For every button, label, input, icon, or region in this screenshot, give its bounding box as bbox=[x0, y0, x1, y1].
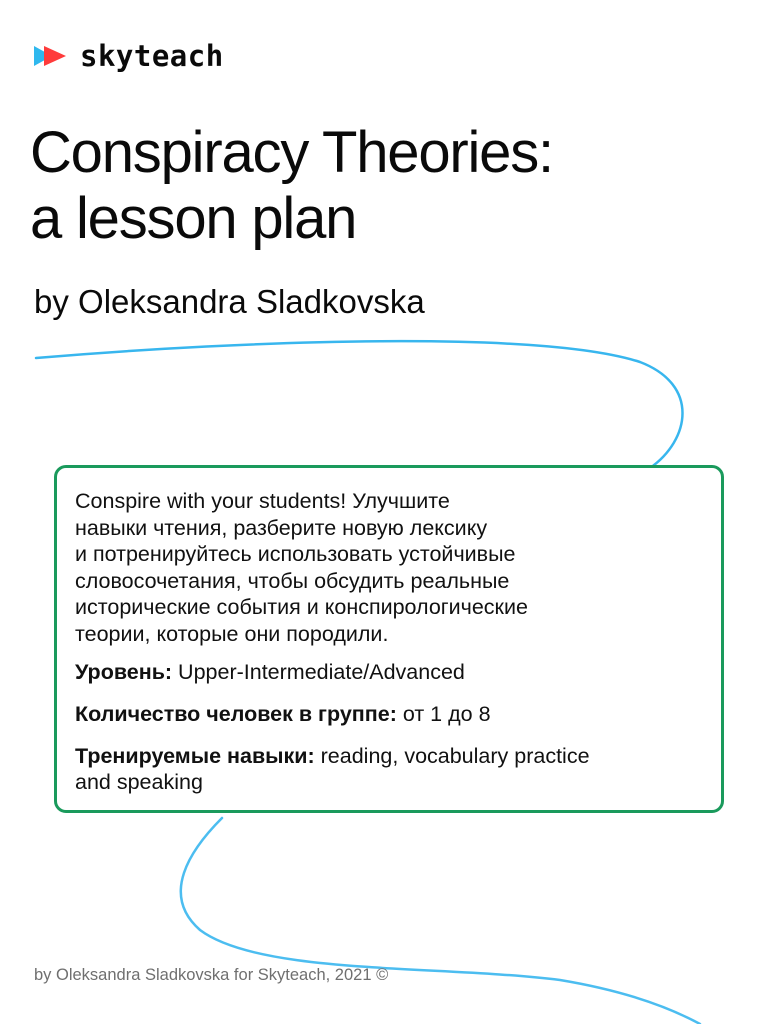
description-line: теории, которые они породили. bbox=[75, 621, 389, 646]
description-line: исторические события и конспирологические bbox=[75, 595, 528, 619]
lesson-info-card bbox=[54, 465, 724, 813]
level-value: Upper-Intermediate/Advanced bbox=[172, 660, 465, 684]
footer-credit: by Oleksandra Sladkovska for Skyteach, 2021 © bbox=[34, 966, 389, 984]
description-line: и потренируйтесь использовать устойчивые bbox=[75, 542, 516, 566]
skills-line-1 bbox=[75, 743, 703, 769]
skills-value-2: and speaking bbox=[75, 770, 203, 794]
group-size-label: Количество человек в группе: bbox=[75, 702, 397, 726]
skills-info bbox=[75, 743, 703, 795]
description-line: Conspire with your students! Улучшите bbox=[75, 489, 450, 513]
skyteach-logo-icon bbox=[32, 40, 72, 72]
author-byline: by Oleksandra Sladkovska bbox=[34, 283, 425, 320]
brand-name: skyteach bbox=[80, 39, 224, 73]
title-line-2: a lesson plan bbox=[30, 186, 357, 251]
level-info bbox=[75, 659, 703, 685]
lesson-description bbox=[75, 488, 703, 647]
group-size-info bbox=[75, 701, 703, 727]
group-size-value: от 1 до 8 bbox=[396, 702, 491, 726]
page-title bbox=[30, 120, 553, 252]
brand-logo bbox=[32, 40, 224, 72]
skills-label: Тренируемые навыки: bbox=[75, 744, 315, 768]
description-line: словосочетания, чтобы обсудить реальные bbox=[75, 568, 510, 593]
skills-value-1: reading, vocabulary practice bbox=[314, 744, 590, 768]
description-line: навыки чтения, разберите новую лексику bbox=[75, 515, 488, 540]
level-label: Уровень: bbox=[75, 660, 173, 684]
title-line-1: Conspiracy Theories: bbox=[30, 120, 553, 185]
